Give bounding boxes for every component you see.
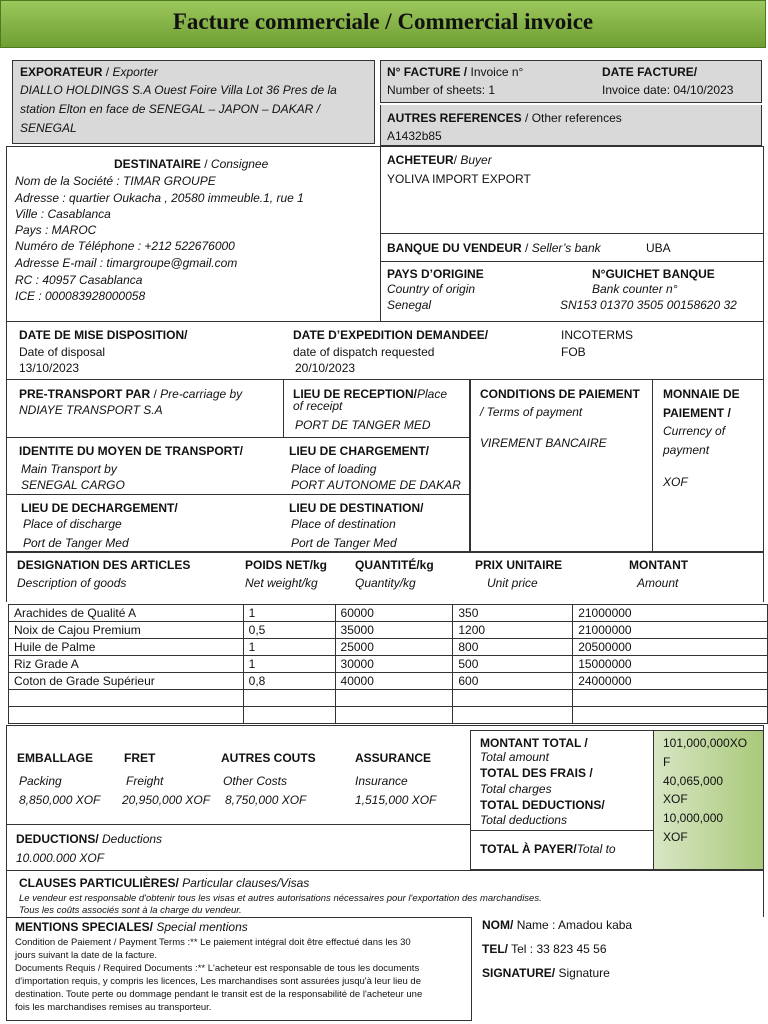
goods-header-description-en: Description of goods <box>17 576 127 590</box>
cell-amount: 21000000 <box>573 622 768 639</box>
consignee-line: Pays : MAROC <box>15 223 97 237</box>
cell-amount: 24000000 <box>573 673 768 690</box>
deductions-value: 10.000.000 XOF <box>16 851 105 865</box>
cell-quantity <box>335 707 453 724</box>
cell-weight: 1 <box>243 605 335 622</box>
disposal-label: DATE DE MISE DISPOSITION/ <box>19 328 188 342</box>
cell-quantity: 30000 <box>335 656 453 673</box>
currency-label: MONNAIE DE <box>663 387 740 401</box>
payment-terms-label-en: / Terms of payment <box>480 405 583 419</box>
table-row <box>9 639 768 656</box>
cell-amount <box>573 707 768 724</box>
other-costs-label-en: Other Costs <box>223 774 288 788</box>
packing-label-en: Packing <box>19 774 62 788</box>
cell-unit-price: 1200 <box>453 622 573 639</box>
cell-weight: 1 <box>243 656 335 673</box>
divider <box>380 233 764 234</box>
cell-unit-price: 600 <box>453 673 573 690</box>
cell-unit-price: 500 <box>453 656 573 673</box>
consignee-line: Numéro de Téléphone : +212 522676000 <box>15 239 235 253</box>
payment-terms-value: VIREMENT BANCAIRE <box>480 436 607 450</box>
consignee-line: Adresse : quartier Oukacha , 20580 immeuble.1, rue 1 <box>15 191 304 205</box>
transport-label-en: Main Transport by <box>21 462 117 476</box>
disposal-label-en: Date of disposal <box>19 345 106 359</box>
other-costs-value: 8,750,000 XOF <box>225 793 307 807</box>
other-references-value: A1432b85 <box>387 129 442 143</box>
receipt-label-en: of receipt <box>293 399 343 413</box>
divider <box>380 146 381 322</box>
loading-label-en: Place of loading <box>291 462 377 476</box>
total-charges-value: 40,065,000 <box>663 774 724 788</box>
insurance-label: ASSURANCE <box>355 751 432 765</box>
cell-quantity <box>335 690 453 707</box>
buyer-value: YOLIVA IMPORT EXPORT <box>387 172 531 186</box>
dispatch-label: DATE D’EXPEDITION DEMANDEE/ <box>293 328 489 342</box>
page-title: Facture commerciale / Commercial invoice <box>172 9 594 34</box>
cell-unit-price: 800 <box>453 639 573 656</box>
clauses-label: CLAUSES PARTICULIÈRES/ Particular clauses/Visas <box>19 876 310 890</box>
divider <box>470 830 654 831</box>
origin-label: PAYS D’ORIGINE <box>387 267 484 281</box>
cell-quantity: 35000 <box>335 622 453 639</box>
transport-value: SENEGAL CARGO <box>21 478 125 492</box>
cell-amount: 15000000 <box>573 656 768 673</box>
cell-quantity: 40000 <box>335 673 453 690</box>
mentions-line: Condition de Paiement / Payment Terms :** Le paiement intégral doit être effectué dans les 30 <box>15 937 411 948</box>
total-charges-label-en: Total charges <box>480 782 552 796</box>
cell-amount: 21000000 <box>573 605 768 622</box>
bank-counter-value: SN153 01370 3505 00158620 32 <box>560 298 737 312</box>
total-charges-label: TOTAL DES FRAIS / <box>480 766 593 780</box>
goods-header-description: DESIGNATION DES ARTICLES <box>17 558 191 572</box>
exporter-label: EXPORATEUR / Exporter <box>20 65 158 79</box>
insurance-label-en: Insurance <box>355 774 408 788</box>
mentions-line: d'importation requis, y compris les licences, Les marchandises sont assurées jusqu'à leur lieu de <box>15 976 421 987</box>
freight-label-en: Freight <box>126 774 164 788</box>
exporter-line: SENEGAL <box>20 121 77 135</box>
title-bar <box>0 0 766 48</box>
cell-amount <box>573 690 768 707</box>
mentions-line: Documents Requis / Required Documents :** L'acheteur est responsable de tous les documents <box>15 963 420 974</box>
cell-description: Noix de Cajou Premium <box>9 622 244 639</box>
destination-label-en: Place of destination <box>291 517 396 531</box>
cell-amount: 20500000 <box>573 639 768 656</box>
signatory-signature: SIGNATURE/ Signature <box>482 966 610 980</box>
precarriage-label: PRE-TRANSPORT PAR / Pre-carriage by <box>19 387 243 401</box>
bank-counter-label: N°GUICHET BANQUE <box>592 267 715 281</box>
receipt-label: LIEU DE RECEPTION/Place <box>293 387 448 401</box>
table-row <box>9 690 768 707</box>
signatory-tel: TEL/ Tel : 33 823 45 56 <box>482 942 607 956</box>
table-row <box>9 622 768 639</box>
receipt-value: PORT DE TANGER MED <box>295 418 431 432</box>
total-deductions-value: XOF <box>663 830 688 844</box>
packing-label: EMBALLAGE <box>17 751 93 765</box>
exporter-line: DIALLO HOLDINGS S.A Ouest Foire Villa Lot 36 Pres de la <box>20 83 337 97</box>
cell-description: Coton de Grade Supérieur <box>9 673 244 690</box>
origin-value: Senegal <box>387 298 432 312</box>
cell-unit-price <box>453 707 573 724</box>
cell-weight <box>243 707 335 724</box>
exporter-line: station Elton en face de SENEGAL – JAPON – DAKAR / <box>20 102 320 116</box>
goods-header-weight-en: Net weight/kg <box>245 576 318 590</box>
cell-unit-price: 350 <box>453 605 573 622</box>
divider <box>283 379 284 438</box>
cell-quantity: 60000 <box>335 605 453 622</box>
table-row <box>9 656 768 673</box>
origin-label-en: Country of origin <box>387 282 476 296</box>
clauses-line: Le vendeur est responsable d'obtenir tous les visas et autres autorisations nécessaires pour l'exportation des marchandises. <box>19 893 542 904</box>
goods-header-unit-price: PRIX UNITAIRE <box>475 558 563 572</box>
total-to-pay-label: TOTAL À PAYER/Total to <box>480 842 616 856</box>
currency-label-en: payment <box>663 443 710 457</box>
goods-header-weight: POIDS NET/kg <box>245 558 328 572</box>
discharge-label: LIEU DE DECHARGEMENT/ <box>21 501 178 515</box>
currency-label-en: Currency of <box>663 424 726 438</box>
seller-bank-label: BANQUE DU VENDEUR / Seller’s bank <box>387 241 601 255</box>
goods-header-amount: MONTANT <box>629 558 689 572</box>
total-deductions-value: 10,000,000 <box>663 811 724 825</box>
buyer-label: ACHETEUR/ Buyer <box>387 153 492 167</box>
mentions-line: jours suivant la date de la facture. <box>15 950 158 961</box>
invoice-number-label: N° FACTURE / Invoice n° <box>387 65 524 79</box>
divider <box>380 261 764 262</box>
total-deductions-label-en: Total deductions <box>480 813 567 827</box>
table-row <box>9 605 768 622</box>
goods-header-quantity: QUANTITÉ/kg <box>355 558 434 572</box>
currency-value: XOF <box>663 475 688 489</box>
other-costs-label: AUTRES COUTS <box>221 751 316 765</box>
consignee-line: RC : 40957 Casablanca <box>15 273 143 287</box>
cell-weight: 1 <box>243 639 335 656</box>
invoice-date-label: DATE FACTURE/ <box>602 65 698 79</box>
seller-bank-value: UBA <box>646 241 671 255</box>
cell-weight: 0,5 <box>243 622 335 639</box>
cell-quantity: 25000 <box>335 639 453 656</box>
consignee-line: Nom de la Société : TIMAR GROUPE <box>15 174 216 188</box>
table-row <box>9 673 768 690</box>
deductions-label: DEDUCTIONS/ Deductions <box>16 832 163 846</box>
mentions-line: fois les marchandises remises au transporteur. <box>15 1002 212 1013</box>
currency-label: PAIEMENT / <box>663 406 731 420</box>
invoice-date: Invoice date: 04/10/2023 <box>602 83 734 97</box>
dispatch-date: 20/10/2023 <box>295 361 356 375</box>
freight-value: 20,950,000 XOF <box>122 793 211 807</box>
total-amount-value: F <box>663 755 671 769</box>
goods-header-quantity-en: Quantity/kg <box>355 576 416 590</box>
divider <box>6 824 470 825</box>
freight-label: FRET <box>124 751 156 765</box>
cell-description: Riz Grade A <box>9 656 244 673</box>
consignee-line: ICE : 000083928000058 <box>15 289 146 303</box>
discharge-label-en: Place of discharge <box>23 517 122 531</box>
total-charges-value: XOF <box>663 792 688 806</box>
insurance-value: 1,515,000 XOF <box>355 793 437 807</box>
cell-description: Huile de Palme <box>9 639 244 656</box>
precarriage-value: NDIAYE TRANSPORT S.A <box>19 403 163 417</box>
cell-description: Arachides de Qualité A <box>9 605 244 622</box>
cell-weight: 0,8 <box>243 673 335 690</box>
transport-label: IDENTITE DU MOYEN DE TRANSPORT/ <box>19 444 244 458</box>
signatory-name: NOM/ Name : Amadou kaba <box>482 918 633 932</box>
incoterms-label: INCOTERMS <box>561 328 633 342</box>
mentions-label: MENTIONS SPECIALES/ Special mentions <box>15 920 248 934</box>
loading-value: PORT AUTONOME DE DAKAR <box>291 478 461 492</box>
dispatch-label-en: date of dispatch requested <box>293 345 435 359</box>
total-amount-label: MONTANT TOTAL / <box>480 736 588 750</box>
cell-description <box>9 707 244 724</box>
cell-unit-price <box>453 690 573 707</box>
loading-label: LIEU DE CHARGEMENT/ <box>289 444 430 458</box>
consignee-line: Adresse E-mail : timargroupe@gmail.com <box>15 256 238 270</box>
total-deductions-label: TOTAL DEDUCTIONS/ <box>480 798 605 812</box>
sheets-count: Number of sheets: 1 <box>387 83 496 97</box>
clauses-line: Tous les coûts associés sont à la charge du vendeur. <box>19 905 242 916</box>
payment-terms-label: CONDITIONS DE PAIEMENT <box>480 387 640 401</box>
disposal-date: 13/10/2023 <box>19 361 80 375</box>
consignee-label: DESTINATAIRE / Consignee <box>114 157 269 171</box>
goods-table <box>8 604 768 724</box>
total-amount-value: 101,000,000XO <box>663 736 748 750</box>
discharge-value: Port de Tanger Med <box>23 536 129 550</box>
packing-value: 8,850,000 XOF <box>19 793 101 807</box>
cell-description <box>9 690 244 707</box>
incoterms-value: FOB <box>561 345 586 359</box>
other-references-label: AUTRES REFERENCES / Other references <box>387 111 622 125</box>
destination-value: Port de Tanger Med <box>291 536 397 550</box>
table-row <box>9 707 768 724</box>
mentions-line: destination. Toute perte ou dommage pendant le transit est de la responsabilité de l'acheteur une <box>15 989 423 1000</box>
destination-label: LIEU DE DESTINATION/ <box>289 501 424 515</box>
goods-header-amount-en: Amount <box>637 576 679 590</box>
consignee-line: Ville : Casablanca <box>15 207 111 221</box>
bank-counter-label-en: Bank counter n° <box>592 282 678 296</box>
cell-weight <box>243 690 335 707</box>
total-amount-label-en: Total amount <box>480 750 549 764</box>
goods-header-unit-price-en: Unit price <box>487 576 538 590</box>
